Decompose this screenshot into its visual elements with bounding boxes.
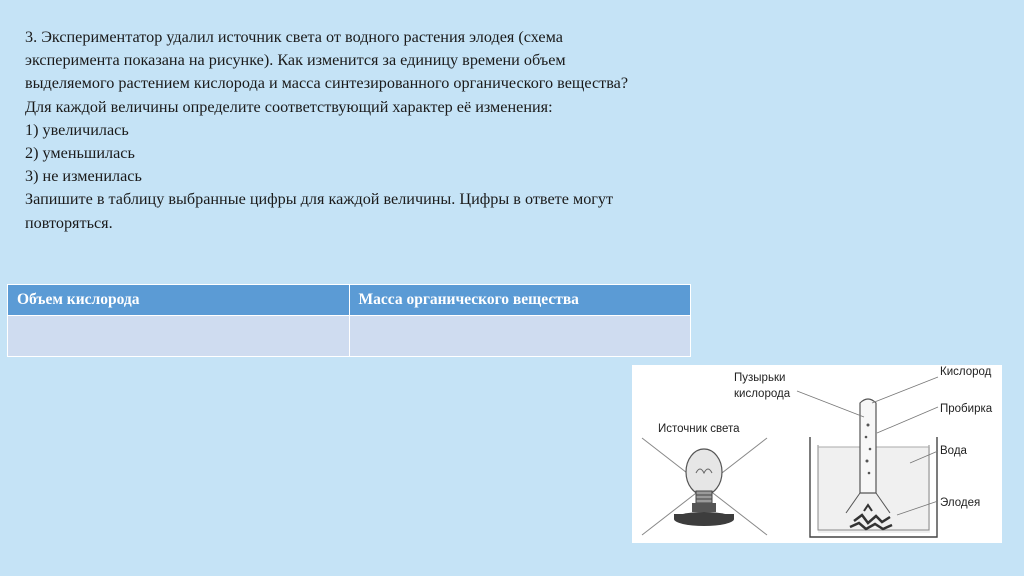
label-light-source: Источник света — [658, 423, 740, 435]
label-bubbles-line1: Пузырьки — [734, 372, 786, 384]
experiment-diagram — [632, 365, 1002, 543]
header-organic-mass: Масса органического вещества — [349, 285, 691, 316]
task-line: Для каждой величины определите соответствующий характер её изменения: — [25, 97, 553, 116]
experiment-figure — [632, 365, 1002, 543]
task-line: выделяемого растением кислорода и масса синтезированного органического вещества? — [25, 74, 629, 93]
label-elodea: Элодея — [940, 497, 981, 509]
task-text — [25, 26, 785, 235]
label-oxygen: Кислород — [940, 366, 992, 378]
answer-cell-oxygen-volume[interactable] — [8, 316, 350, 357]
task-line: эксперимента показана на рисунке). Как изменится за единицу времени объем — [25, 51, 566, 70]
option-unchanged: 3) не изменилась — [25, 167, 142, 186]
answer-cell-organic-mass[interactable] — [349, 316, 691, 357]
task-line: Запишите в таблицу выбранные цифры для каждой величины. Цифры в ответе могут — [25, 190, 614, 209]
header-oxygen-volume: Объем кислорода — [8, 285, 350, 316]
label-water: Вода — [940, 445, 967, 457]
label-test-tube: Пробирка — [940, 403, 993, 415]
light-source — [642, 423, 767, 535]
table-header-row — [8, 285, 691, 316]
lamp-icon — [674, 449, 734, 526]
option-increased: 1) увеличилась — [25, 120, 129, 139]
option-decreased: 2) уменьшилась — [25, 144, 135, 163]
label-bubbles-line2: кислорода — [734, 388, 791, 400]
task-line: повторяться. — [25, 213, 113, 232]
answer-table — [7, 284, 691, 357]
task-line: 3. Экспериментатор удалил источник света от водного растения элодея (схема — [25, 28, 563, 46]
table-answer-row — [8, 316, 691, 357]
